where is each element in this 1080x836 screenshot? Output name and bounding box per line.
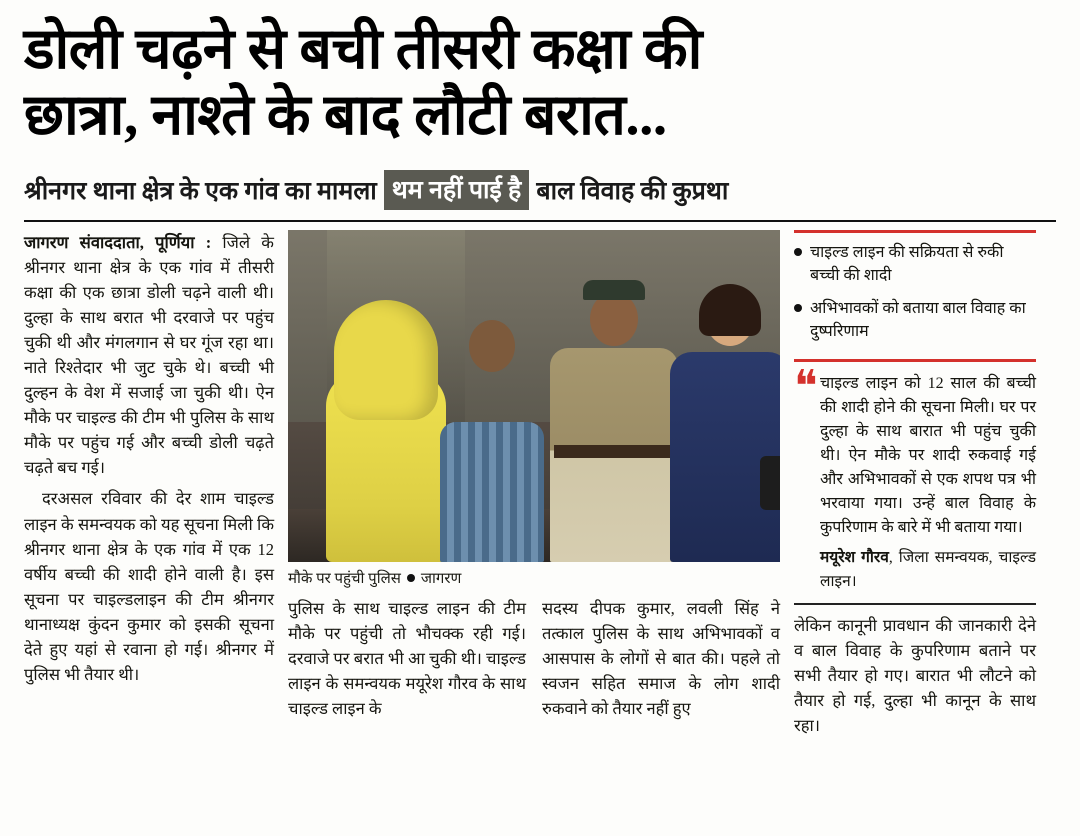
photo-person-woman-yellow-saree xyxy=(326,300,446,562)
sidebar-bullet-list xyxy=(794,233,1036,360)
article-text-column-3 xyxy=(542,596,780,721)
list-item-text: चाइल्ड लाइन की सक्रियता से रुकी बच्ची की शादी xyxy=(810,243,1004,284)
list-item-text: अभिभावकों को बताया बाल विवाह का दुष्परिणाम xyxy=(810,300,1026,341)
paragraph: पुलिस के साथ चाइल्ड लाइन की टीम मौके पर पहुंची तो भौचक्क रही गई। दरवाजे पर बरात भी आ चुकी थी। चाइल्ड लाइन के समन्वयक मयूरेश गौरव के साथ चाइल्ड लाइन के xyxy=(288,598,526,718)
center-text-columns xyxy=(288,596,780,727)
column-right-sidebar xyxy=(794,230,1036,745)
person-belt xyxy=(554,445,674,458)
paragraph: सदस्य दीपक कुमार, लवली सिंह ने तत्काल पुलिस के साथ अभिभावकों व आसपास के लोगों से बात की। पहले तो स्वजन सहित समाज के लोग शादी रुकवाने को तैयार नहीं हुए xyxy=(542,598,780,718)
paragraph-text: जिले के श्रीनगर थाना क्षेत्र के एक गांव में तीसरी कक्षा की एक छात्रा डोली चढ़ने वाली थी। दुल्हा के साथ बरात भी दरवाजे पर पहुंच चुकी थी और मंगलगान से घर गूंज रहा था। नाते रिश्तेदार भी जुट चुके थे। बच्ची भी दुल्हन के वेश में सजाई जा चुकी थी। ऐन मौके पर चाइल्ड की टीम भी पुलिस के साथ मौके पर पहुंच गई और बच्ची डोली चढ़ते चढ़ते बच गई। xyxy=(24,232,274,478)
sidebar-divider xyxy=(794,603,1036,605)
list-item xyxy=(794,297,1036,343)
police-cap xyxy=(583,280,645,300)
person-handbag xyxy=(760,456,780,510)
pull-quote-role: , जिला समन्वयक, चाइल्ड लाइन। xyxy=(820,549,1036,590)
paragraph: दरअसल रविवार की देर शाम चाइल्ड लाइन के समन्वयक को यह सूचना मिली कि श्रीनगर थाना क्षेत्र के एक गांव में एक 12 वर्षीय बच्ची की शादी होने वाली है। इस सूचना पर चाइल्डलाइन की टीम श्रीनगर थानाध्यक्ष कुंदन कुमार को इसकी सूचना देते हुए यहां से रवाना हो गई। श्रीनगर में पुलिस भी तैयार थी। xyxy=(24,489,274,684)
photo-caption xyxy=(288,568,780,588)
headline-line-1: डोली चढ़ने से बची तीसरी कक्षा की xyxy=(24,18,702,81)
header-divider xyxy=(24,220,1056,222)
person-veil xyxy=(334,300,438,420)
article-text-column-4 xyxy=(794,613,1036,738)
pull-quote-author: मयूरेश गौरव xyxy=(820,549,889,567)
quote-mark-icon: ❝ xyxy=(794,362,818,412)
list-item xyxy=(794,241,1036,287)
pull-quote-text: चाइल्ड लाइन को 12 साल की बच्ची की शादी होने की सूचना मिली। घर पर दुल्हा के साथ बारात भी पहुंच चुकी थी। ऐन मौके पर शादी रुकवाई गई और अभिभावकों से एक शपथ पत्र भी भरवाया गया। उन्हें बाल विवाह के कुपरिणाम के बारे में भी बताया गया। xyxy=(820,375,1036,537)
column-left xyxy=(24,230,274,745)
paragraph xyxy=(24,230,274,481)
column-center-right xyxy=(542,596,780,727)
dateline: जागरण संवाददाता, पूर्णिया : xyxy=(24,232,212,252)
column-center-left xyxy=(288,596,526,727)
photo-person-boy-checked-shirt xyxy=(440,310,544,562)
article-text-column-2 xyxy=(288,596,526,721)
kicker-after-text: बाल विवाह की कुप्रथा xyxy=(536,177,729,205)
pull-quote xyxy=(794,362,1036,593)
article-text-column-1 xyxy=(24,230,274,687)
column-center xyxy=(288,230,780,745)
bullet-dot-icon xyxy=(407,574,415,582)
paragraph: लेकिन कानूनी प्रावधान की जानकारी देने व बाल विवाह के कुपरिणाम बताने पर सभी तैयार हो गए। बारात भी लौटने को तैयार हो गई, दुल्हा भी कानून के साथ रहा। xyxy=(794,615,1036,736)
photo-caption-text: मौके पर पहुंची पुलिस xyxy=(288,570,401,587)
sidebar-bottom-rule xyxy=(794,359,1036,362)
article-photo xyxy=(288,230,780,562)
photo-person-police-officer xyxy=(550,270,678,562)
photo-credit: जागरण xyxy=(420,570,462,587)
kicker-subhead xyxy=(24,170,1056,210)
bullet-dot-icon xyxy=(794,248,802,256)
kicker-before-text: श्रीनगर थाना क्षेत्र के एक गांव का मामला xyxy=(24,177,377,205)
person-head xyxy=(469,320,515,372)
person-head xyxy=(590,292,638,346)
photo-person-woman-blue-dress xyxy=(670,284,780,562)
article-body xyxy=(24,230,1056,745)
kicker-highlight-text: थम नहीं पाई है xyxy=(384,170,530,210)
pull-quote-attribution xyxy=(820,546,1036,593)
page-title xyxy=(24,18,1056,148)
headline-line-2: छात्रा, नाश्ते के बाद लौटी बरात... xyxy=(24,83,667,147)
bullet-dot-icon xyxy=(794,304,802,312)
person-hair xyxy=(699,284,761,336)
person-body xyxy=(440,422,544,562)
